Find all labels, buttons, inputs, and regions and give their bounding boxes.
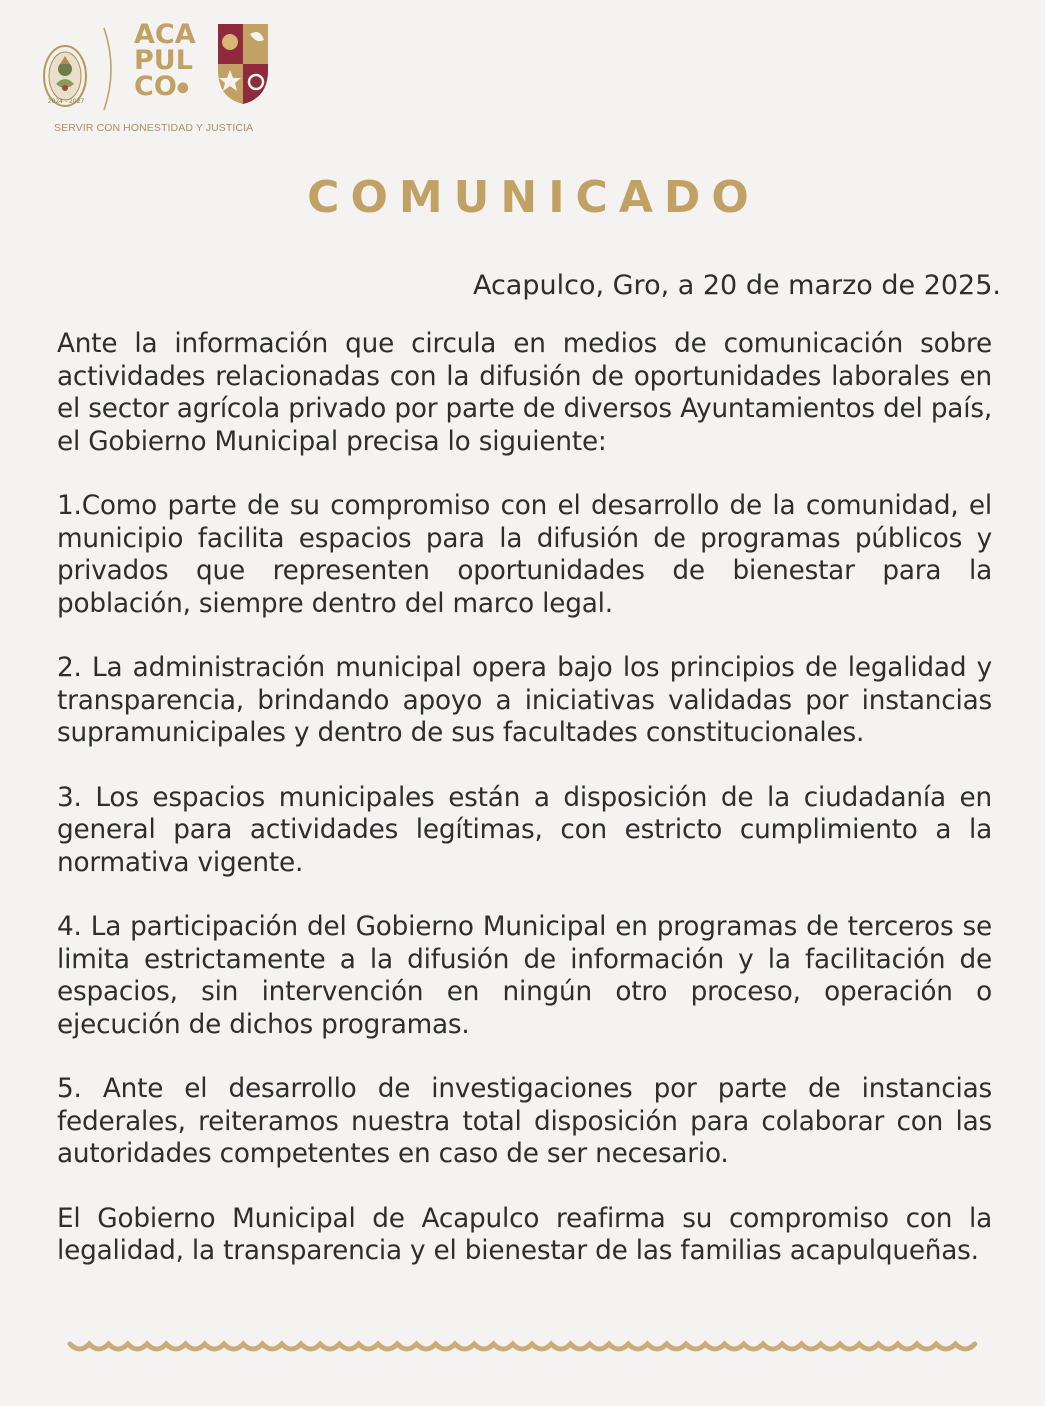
wave-ornament-icon (66, 1334, 990, 1358)
point-4-paragraph: 4. La participación del Gobierno Municipal en programas de terceros se limita estrictamente a la difusión de información y la facilitación de espacios, sin intervención en ningún otro proceso, operación o ejecución de dichos programas. (57, 912, 992, 1040)
brand-logo-text (134, 19, 196, 102)
dateline: Acapulco, Gro, a 20 de marzo de 2025. (472, 270, 1001, 301)
point-1-paragraph: 1.Como parte de su compromiso con el desarrollo de la comunidad, el municipio facilita espacios para la difusión de programas públicos y privados que representen oportunidades de bienestar para la población, siempre dentro del marco legal. (57, 491, 992, 619)
point-5-paragraph: 5. Ante el desarrollo de investigaciones por parte de instancias federales, reiteramos nuestra total disposición para colaborar con las autoridades competentes en caso de ser necesario. (57, 1074, 992, 1169)
point-3-paragraph: 3. Los espacios municipales están a disposición de la ciudadanía en general para actividades legítimas, con estricto cumplimiento a la normativa vigente. (57, 782, 992, 878)
letterhead (40, 18, 300, 138)
seal-years: 2024 - 2027 (47, 98, 85, 105)
brand-line-2: PUL (134, 45, 193, 76)
intro-paragraph: Ante la información que circula en medios de comunicación sobre actividades relacionadas con la difusión de oportunidades laborales en el sector agrícola privado por parte de diversos Ayuntamientos del país, el Gobierno Municipal precisa lo siguiente: (57, 329, 992, 457)
page-title: COMUNICADO (307, 172, 760, 223)
motto: SERVIR CON HONESTIDAD Y JUSTICIA (54, 122, 254, 134)
municipal-seal-icon (42, 26, 88, 126)
brand-line-1: ACA (134, 19, 196, 50)
divider-arc (100, 24, 120, 114)
closing-paragraph: El Gobierno Municipal de Acapulco reafirma su compromiso con la legalidad, la transparencia y el bienestar de las familias acapulqueñas. (57, 1203, 992, 1266)
acapulco-shield-icon (214, 20, 272, 106)
brand-line-3: CO● (134, 71, 189, 102)
point-2-paragraph: 2. La administración municipal opera bajo los principios de legalidad y transparencia, brindando apoyo a iniciativas validadas por instancias supramunicipales y dentro de sus facultades constitucionales. (57, 653, 992, 748)
communique-body (57, 328, 992, 1268)
